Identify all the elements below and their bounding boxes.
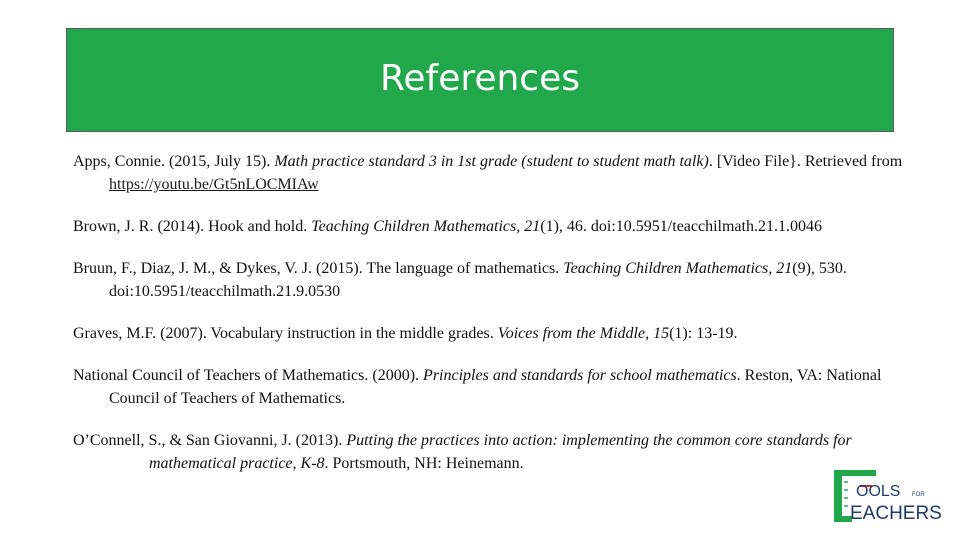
reference-author: Brown, J. R. (2014). Hook and hold. <box>73 218 312 235</box>
reference-details: . Portsmouth, NH: Heinemann. <box>324 455 524 472</box>
reference-details: (1), 46. doi:10.5951/teacchilmath.21.1.0046 <box>540 218 822 235</box>
reference-title: Teaching Children Mathematics, 21 <box>311 218 541 235</box>
reference-author: O’Connell, S., & San Giovanni, J. (2013). <box>73 432 347 449</box>
reference-author: Apps, Connie. (2015, July 15). <box>73 153 275 170</box>
reference-author: Graves, M.F. (2007). Vocabulary instruction in the middle grades. <box>73 325 498 342</box>
reference-title: Principles and standards for school mathematics <box>423 367 737 384</box>
reference-item <box>73 150 903 196</box>
reference-title: Putting the practices into action: implementing the common core standards for mathematical practice, K-8 <box>149 432 852 472</box>
tools-for-teachers-logo <box>832 466 944 524</box>
logo-word-teachers: EACHERS <box>850 503 942 524</box>
page-title: References <box>379 57 581 99</box>
reference-author: Bruun, F., Diaz, J. M., & Dykes, V. J. (2015). The language of mathematics. <box>73 260 564 277</box>
reference-item <box>73 257 903 303</box>
reference-link[interactable]: https://youtu.be/Gt5nLOCMIAw <box>109 176 319 193</box>
reference-title: Voices from the Middle, 15 <box>497 325 670 342</box>
reference-item <box>73 215 903 238</box>
logo-word-for: FOR <box>912 492 925 498</box>
logo-word-tools: OOLS <box>856 483 901 500</box>
reference-details: (9), 530. doi:10.5951/teacchilmath.21.9.0530 <box>109 260 847 300</box>
title-banner <box>66 28 894 132</box>
reference-item <box>73 429 939 475</box>
reference-item <box>73 364 903 410</box>
reference-author: National Council of Teachers of Mathematics. (2000). <box>73 367 424 384</box>
reference-details: . [Video File}. Retrieved from <box>708 153 903 170</box>
reference-details: . Reston, VA: National Council of Teachers of Mathematics. <box>109 367 882 407</box>
reference-details: (1): 13-19. <box>669 325 738 342</box>
reference-title: Math practice standard 3 in 1st grade (student to student math talk) <box>274 153 709 170</box>
reference-item <box>73 322 903 345</box>
reference-list <box>73 150 903 494</box>
reference-title: Teaching Children Mathematics, 21 <box>563 260 793 277</box>
logo-t-stem <box>834 470 842 522</box>
